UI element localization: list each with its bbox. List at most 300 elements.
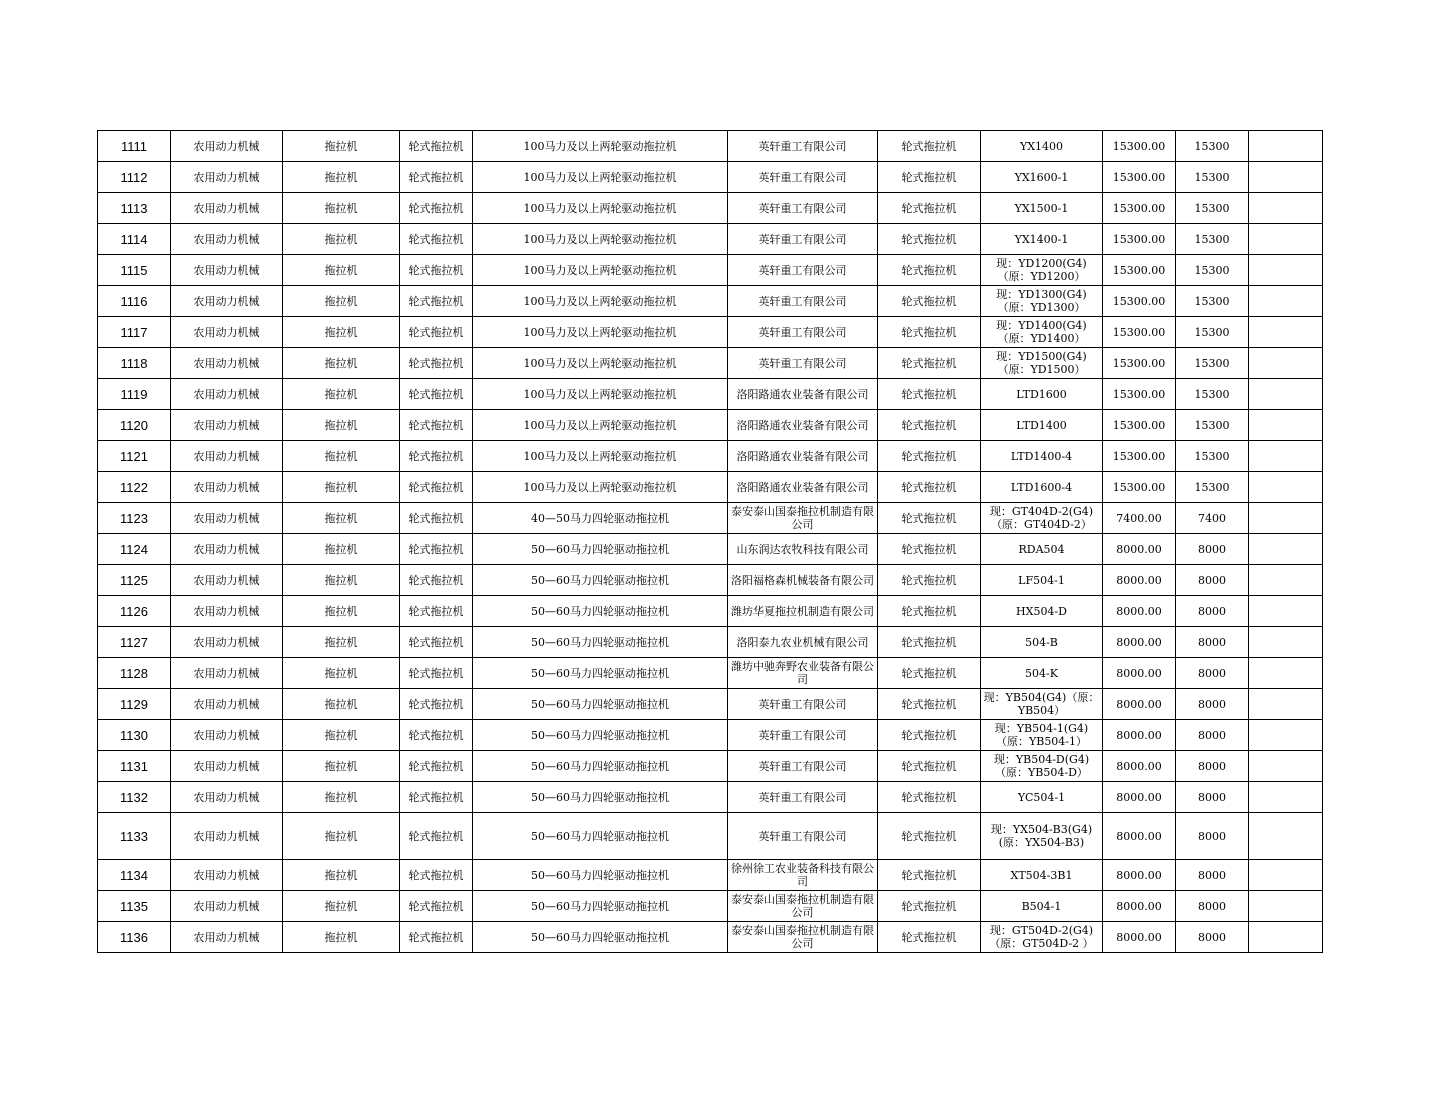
machine-subtype-cell: 轮式拖拉机 — [400, 689, 473, 720]
table-row — [98, 658, 1323, 689]
row-number: 1131 — [98, 751, 171, 782]
note-cell — [1249, 410, 1323, 441]
manufacturer-cell: 英轩重工有限公司 — [728, 348, 878, 379]
category-cell: 农用动力机械 — [171, 410, 283, 441]
grade-cell: 100马力及以上两轮驱动拖拉机 — [473, 162, 728, 193]
row-number: 1133 — [98, 813, 171, 860]
manufacturer-cell: 英轩重工有限公司 — [728, 813, 878, 860]
category-cell: 农用动力机械 — [171, 317, 283, 348]
row-number: 1134 — [98, 860, 171, 891]
subsidy-cell: 8000 — [1176, 627, 1249, 658]
price-cell: 15300.00 — [1103, 379, 1176, 410]
price-cell: 7400.00 — [1103, 503, 1176, 534]
grade-cell: 50—60马力四轮驱动拖拉机 — [473, 782, 728, 813]
subsidy-cell: 15300 — [1176, 348, 1249, 379]
model-cell: LF504-1 — [981, 565, 1103, 596]
price-cell: 8000.00 — [1103, 658, 1176, 689]
machine-subtype-cell: 轮式拖拉机 — [400, 720, 473, 751]
note-cell — [1249, 720, 1323, 751]
model-cell: 504-B — [981, 627, 1103, 658]
manufacturer-cell: 英轩重工有限公司 — [728, 720, 878, 751]
subsidy-cell: 15300 — [1176, 224, 1249, 255]
price-cell: 15300.00 — [1103, 348, 1176, 379]
price-cell: 15300.00 — [1103, 131, 1176, 162]
machine-type-cell: 拖拉机 — [283, 720, 400, 751]
category-cell: 农用动力机械 — [171, 472, 283, 503]
price-cell: 15300.00 — [1103, 255, 1176, 286]
machine-subtype-cell: 轮式拖拉机 — [400, 317, 473, 348]
subsidy-cell: 8000 — [1176, 922, 1249, 953]
note-cell — [1249, 224, 1323, 255]
category-cell: 农用动力机械 — [171, 813, 283, 860]
product-name-cell: 轮式拖拉机 — [878, 813, 981, 860]
row-number: 1136 — [98, 922, 171, 953]
grade-cell: 100马力及以上两轮驱动拖拉机 — [473, 317, 728, 348]
category-cell: 农用动力机械 — [171, 348, 283, 379]
price-cell: 8000.00 — [1103, 860, 1176, 891]
manufacturer-cell: 英轩重工有限公司 — [728, 224, 878, 255]
model-cell: 现：YB504-D(G4)（原：YB504-D） — [981, 751, 1103, 782]
price-cell: 8000.00 — [1103, 627, 1176, 658]
note-cell — [1249, 348, 1323, 379]
price-cell: 8000.00 — [1103, 891, 1176, 922]
subsidy-cell: 8000 — [1176, 658, 1249, 689]
row-number: 1135 — [98, 891, 171, 922]
note-cell — [1249, 565, 1323, 596]
machine-subtype-cell: 轮式拖拉机 — [400, 860, 473, 891]
price-cell: 15300.00 — [1103, 472, 1176, 503]
category-cell: 农用动力机械 — [171, 131, 283, 162]
machine-subtype-cell: 轮式拖拉机 — [400, 255, 473, 286]
model-cell: B504-1 — [981, 891, 1103, 922]
manufacturer-cell: 洛阳路通农业装备有限公司 — [728, 441, 878, 472]
subsidy-cell: 15300 — [1176, 441, 1249, 472]
row-number: 1114 — [98, 224, 171, 255]
subsidy-cell: 15300 — [1176, 286, 1249, 317]
row-number: 1111 — [98, 131, 171, 162]
table-row — [98, 596, 1323, 627]
grade-cell: 100马力及以上两轮驱动拖拉机 — [473, 348, 728, 379]
manufacturer-cell: 洛阳福格森机械装备有限公司 — [728, 565, 878, 596]
subsidy-table — [97, 130, 1323, 953]
grade-cell: 100马力及以上两轮驱动拖拉机 — [473, 379, 728, 410]
note-cell — [1249, 860, 1323, 891]
product-name-cell: 轮式拖拉机 — [878, 162, 981, 193]
table-row — [98, 472, 1323, 503]
row-number: 1126 — [98, 596, 171, 627]
row-number: 1125 — [98, 565, 171, 596]
subsidy-cell: 8000 — [1176, 534, 1249, 565]
product-name-cell: 轮式拖拉机 — [878, 596, 981, 627]
product-name-cell: 轮式拖拉机 — [878, 348, 981, 379]
row-number: 1130 — [98, 720, 171, 751]
model-cell: LTD1400 — [981, 410, 1103, 441]
grade-cell: 100马力及以上两轮驱动拖拉机 — [473, 193, 728, 224]
model-cell: YX1500-1 — [981, 193, 1103, 224]
machine-subtype-cell: 轮式拖拉机 — [400, 627, 473, 658]
manufacturer-cell: 山东润达农牧科技有限公司 — [728, 534, 878, 565]
machine-type-cell: 拖拉机 — [283, 193, 400, 224]
model-cell: 现：YX504-B3(G4)(原：YX504-B3) — [981, 813, 1103, 860]
manufacturer-cell: 泰安泰山国泰拖拉机制造有限公司 — [728, 503, 878, 534]
table-row — [98, 689, 1323, 720]
category-cell: 农用动力机械 — [171, 658, 283, 689]
price-cell: 15300.00 — [1103, 410, 1176, 441]
product-name-cell: 轮式拖拉机 — [878, 534, 981, 565]
category-cell: 农用动力机械 — [171, 224, 283, 255]
manufacturer-cell: 英轩重工有限公司 — [728, 286, 878, 317]
price-cell: 15300.00 — [1103, 317, 1176, 348]
machine-subtype-cell: 轮式拖拉机 — [400, 751, 473, 782]
product-name-cell: 轮式拖拉机 — [878, 782, 981, 813]
model-cell: 现：YD1500(G4)（原：YD1500） — [981, 348, 1103, 379]
row-number: 1127 — [98, 627, 171, 658]
table-row — [98, 379, 1323, 410]
table-row — [98, 317, 1323, 348]
product-name-cell: 轮式拖拉机 — [878, 410, 981, 441]
row-number: 1132 — [98, 782, 171, 813]
table-row — [98, 193, 1323, 224]
price-cell: 15300.00 — [1103, 224, 1176, 255]
machine-subtype-cell: 轮式拖拉机 — [400, 503, 473, 534]
note-cell — [1249, 255, 1323, 286]
category-cell: 农用动力机械 — [171, 860, 283, 891]
machine-subtype-cell: 轮式拖拉机 — [400, 782, 473, 813]
machine-type-cell: 拖拉机 — [283, 860, 400, 891]
machine-subtype-cell: 轮式拖拉机 — [400, 534, 473, 565]
note-cell — [1249, 131, 1323, 162]
manufacturer-cell: 潍坊华夏拖拉机制造有限公司 — [728, 596, 878, 627]
manufacturer-cell: 潍坊中驰奔野农业装备有限公司 — [728, 658, 878, 689]
table-row — [98, 627, 1323, 658]
machine-type-cell: 拖拉机 — [283, 627, 400, 658]
row-number: 1129 — [98, 689, 171, 720]
grade-cell: 50—60马力四轮驱动拖拉机 — [473, 565, 728, 596]
model-cell: 现：GT504D-2(G4)（原：GT504D-2 ） — [981, 922, 1103, 953]
machine-subtype-cell: 轮式拖拉机 — [400, 565, 473, 596]
machine-subtype-cell: 轮式拖拉机 — [400, 441, 473, 472]
manufacturer-cell: 英轩重工有限公司 — [728, 689, 878, 720]
table-row — [98, 813, 1323, 860]
product-name-cell: 轮式拖拉机 — [878, 627, 981, 658]
machine-type-cell: 拖拉机 — [283, 348, 400, 379]
table-row — [98, 720, 1323, 751]
price-cell: 15300.00 — [1103, 162, 1176, 193]
machine-type-cell: 拖拉机 — [283, 131, 400, 162]
grade-cell: 100马力及以上两轮驱动拖拉机 — [473, 131, 728, 162]
machine-type-cell: 拖拉机 — [283, 751, 400, 782]
model-cell: 现：YD1400(G4)（原：YD1400） — [981, 317, 1103, 348]
model-cell: 现：YB504-1(G4)（原：YB504-1） — [981, 720, 1103, 751]
price-cell: 15300.00 — [1103, 193, 1176, 224]
grade-cell: 50—60马力四轮驱动拖拉机 — [473, 860, 728, 891]
machine-type-cell: 拖拉机 — [283, 813, 400, 860]
product-name-cell: 轮式拖拉机 — [878, 317, 981, 348]
category-cell: 农用动力机械 — [171, 286, 283, 317]
grade-cell: 100马力及以上两轮驱动拖拉机 — [473, 286, 728, 317]
machine-subtype-cell: 轮式拖拉机 — [400, 658, 473, 689]
note-cell — [1249, 286, 1323, 317]
table-row — [98, 162, 1323, 193]
row-number: 1115 — [98, 255, 171, 286]
note-cell — [1249, 627, 1323, 658]
note-cell — [1249, 534, 1323, 565]
subsidy-cell: 15300 — [1176, 193, 1249, 224]
grade-cell: 100马力及以上两轮驱动拖拉机 — [473, 255, 728, 286]
model-cell: LTD1400-4 — [981, 441, 1103, 472]
table-row — [98, 348, 1323, 379]
manufacturer-cell: 英轩重工有限公司 — [728, 782, 878, 813]
machine-subtype-cell: 轮式拖拉机 — [400, 286, 473, 317]
product-name-cell: 轮式拖拉机 — [878, 891, 981, 922]
subsidy-cell: 15300 — [1176, 162, 1249, 193]
note-cell — [1249, 751, 1323, 782]
model-cell: 504-K — [981, 658, 1103, 689]
model-cell: YX1600-1 — [981, 162, 1103, 193]
category-cell: 农用动力机械 — [171, 689, 283, 720]
subsidy-cell: 15300 — [1176, 379, 1249, 410]
machine-subtype-cell: 轮式拖拉机 — [400, 596, 473, 627]
note-cell — [1249, 813, 1323, 860]
category-cell: 农用动力机械 — [171, 720, 283, 751]
subsidy-cell: 15300 — [1176, 317, 1249, 348]
category-cell: 农用动力机械 — [171, 162, 283, 193]
row-number: 1116 — [98, 286, 171, 317]
grade-cell: 40—50马力四轮驱动拖拉机 — [473, 503, 728, 534]
model-cell: YX1400-1 — [981, 224, 1103, 255]
category-cell: 农用动力机械 — [171, 782, 283, 813]
table-row — [98, 224, 1323, 255]
product-name-cell: 轮式拖拉机 — [878, 379, 981, 410]
subsidy-cell: 15300 — [1176, 472, 1249, 503]
product-name-cell: 轮式拖拉机 — [878, 503, 981, 534]
manufacturer-cell: 英轩重工有限公司 — [728, 193, 878, 224]
category-cell: 农用动力机械 — [171, 534, 283, 565]
subsidy-cell: 8000 — [1176, 860, 1249, 891]
product-name-cell: 轮式拖拉机 — [878, 224, 981, 255]
model-cell: RDA504 — [981, 534, 1103, 565]
machine-type-cell: 拖拉机 — [283, 286, 400, 317]
machine-subtype-cell: 轮式拖拉机 — [400, 224, 473, 255]
row-number: 1121 — [98, 441, 171, 472]
price-cell: 15300.00 — [1103, 441, 1176, 472]
product-name-cell: 轮式拖拉机 — [878, 751, 981, 782]
grade-cell: 50—60马力四轮驱动拖拉机 — [473, 922, 728, 953]
category-cell: 农用动力机械 — [171, 441, 283, 472]
category-cell: 农用动力机械 — [171, 193, 283, 224]
price-cell: 8000.00 — [1103, 751, 1176, 782]
grade-cell: 50—60马力四轮驱动拖拉机 — [473, 891, 728, 922]
product-name-cell: 轮式拖拉机 — [878, 441, 981, 472]
table-row — [98, 565, 1323, 596]
model-cell: 现：YD1200(G4)（原：YD1200） — [981, 255, 1103, 286]
product-name-cell: 轮式拖拉机 — [878, 565, 981, 596]
row-number: 1113 — [98, 193, 171, 224]
category-cell: 农用动力机械 — [171, 565, 283, 596]
table-row — [98, 131, 1323, 162]
subsidy-cell: 15300 — [1176, 410, 1249, 441]
table-row — [98, 751, 1323, 782]
grade-cell: 100马力及以上两轮驱动拖拉机 — [473, 472, 728, 503]
price-cell: 8000.00 — [1103, 596, 1176, 627]
note-cell — [1249, 317, 1323, 348]
machine-subtype-cell: 轮式拖拉机 — [400, 131, 473, 162]
model-cell: YX1400 — [981, 131, 1103, 162]
note-cell — [1249, 922, 1323, 953]
product-name-cell: 轮式拖拉机 — [878, 658, 981, 689]
product-name-cell: 轮式拖拉机 — [878, 131, 981, 162]
machine-type-cell: 拖拉机 — [283, 410, 400, 441]
model-cell: LTD1600 — [981, 379, 1103, 410]
row-number: 1120 — [98, 410, 171, 441]
machine-subtype-cell: 轮式拖拉机 — [400, 348, 473, 379]
row-number: 1128 — [98, 658, 171, 689]
model-cell: YC504-1 — [981, 782, 1103, 813]
manufacturer-cell: 洛阳路通农业装备有限公司 — [728, 472, 878, 503]
note-cell — [1249, 596, 1323, 627]
grade-cell: 100马力及以上两轮驱动拖拉机 — [473, 441, 728, 472]
subsidy-cell: 15300 — [1176, 131, 1249, 162]
row-number: 1124 — [98, 534, 171, 565]
machine-type-cell: 拖拉机 — [283, 317, 400, 348]
product-name-cell: 轮式拖拉机 — [878, 689, 981, 720]
note-cell — [1249, 193, 1323, 224]
row-number: 1119 — [98, 379, 171, 410]
model-cell: 现：GT404D-2(G4)（原：GT404D-2） — [981, 503, 1103, 534]
grade-cell: 100马力及以上两轮驱动拖拉机 — [473, 410, 728, 441]
note-cell — [1249, 441, 1323, 472]
machine-subtype-cell: 轮式拖拉机 — [400, 813, 473, 860]
row-number: 1122 — [98, 472, 171, 503]
subsidy-cell: 8000 — [1176, 891, 1249, 922]
table-row — [98, 782, 1323, 813]
table-row — [98, 891, 1323, 922]
category-cell: 农用动力机械 — [171, 627, 283, 658]
subsidy-cell: 15300 — [1176, 255, 1249, 286]
grade-cell: 50—60马力四轮驱动拖拉机 — [473, 813, 728, 860]
machine-type-cell: 拖拉机 — [283, 472, 400, 503]
machine-type-cell: 拖拉机 — [283, 503, 400, 534]
price-cell: 8000.00 — [1103, 922, 1176, 953]
product-name-cell: 轮式拖拉机 — [878, 472, 981, 503]
model-cell: HX504-D — [981, 596, 1103, 627]
table-row — [98, 922, 1323, 953]
machine-type-cell: 拖拉机 — [283, 255, 400, 286]
product-name-cell: 轮式拖拉机 — [878, 922, 981, 953]
machine-type-cell: 拖拉机 — [283, 596, 400, 627]
model-cell: 现：YB504(G4)（原：YB504） — [981, 689, 1103, 720]
row-number: 1112 — [98, 162, 171, 193]
machine-type-cell: 拖拉机 — [283, 565, 400, 596]
price-cell: 8000.00 — [1103, 813, 1176, 860]
product-name-cell: 轮式拖拉机 — [878, 255, 981, 286]
manufacturer-cell: 泰安泰山国泰拖拉机制造有限公司 — [728, 891, 878, 922]
machine-subtype-cell: 轮式拖拉机 — [400, 379, 473, 410]
subsidy-cell: 8000 — [1176, 596, 1249, 627]
table-row — [98, 534, 1323, 565]
manufacturer-cell: 英轩重工有限公司 — [728, 317, 878, 348]
category-cell: 农用动力机械 — [171, 503, 283, 534]
grade-cell: 50—60马力四轮驱动拖拉机 — [473, 689, 728, 720]
category-cell: 农用动力机械 — [171, 255, 283, 286]
note-cell — [1249, 782, 1323, 813]
model-cell: XT504-3B1 — [981, 860, 1103, 891]
subsidy-cell: 8000 — [1176, 813, 1249, 860]
grade-cell: 100马力及以上两轮驱动拖拉机 — [473, 224, 728, 255]
category-cell: 农用动力机械 — [171, 379, 283, 410]
manufacturer-cell: 洛阳路通农业装备有限公司 — [728, 379, 878, 410]
note-cell — [1249, 162, 1323, 193]
price-cell: 8000.00 — [1103, 720, 1176, 751]
note-cell — [1249, 503, 1323, 534]
model-cell: 现：YD1300(G4)（原：YD1300） — [981, 286, 1103, 317]
product-name-cell: 轮式拖拉机 — [878, 860, 981, 891]
category-cell: 农用动力机械 — [171, 596, 283, 627]
product-name-cell: 轮式拖拉机 — [878, 286, 981, 317]
grade-cell: 50—60马力四轮驱动拖拉机 — [473, 627, 728, 658]
table-row — [98, 286, 1323, 317]
manufacturer-cell: 洛阳路通农业装备有限公司 — [728, 410, 878, 441]
subsidy-cell: 8000 — [1176, 782, 1249, 813]
machine-subtype-cell: 轮式拖拉机 — [400, 162, 473, 193]
price-cell: 8000.00 — [1103, 565, 1176, 596]
product-name-cell: 轮式拖拉机 — [878, 193, 981, 224]
machine-type-cell: 拖拉机 — [283, 224, 400, 255]
manufacturer-cell: 英轩重工有限公司 — [728, 131, 878, 162]
machine-subtype-cell: 轮式拖拉机 — [400, 472, 473, 503]
category-cell: 农用动力机械 — [171, 922, 283, 953]
machine-subtype-cell: 轮式拖拉机 — [400, 891, 473, 922]
subsidy-cell: 8000 — [1176, 720, 1249, 751]
subsidy-cell: 8000 — [1176, 565, 1249, 596]
machine-type-cell: 拖拉机 — [283, 379, 400, 410]
machine-type-cell: 拖拉机 — [283, 534, 400, 565]
manufacturer-cell: 英轩重工有限公司 — [728, 255, 878, 286]
manufacturer-cell: 洛阳泰九农业机械有限公司 — [728, 627, 878, 658]
table-row — [98, 860, 1323, 891]
table-row — [98, 441, 1323, 472]
note-cell — [1249, 689, 1323, 720]
product-name-cell: 轮式拖拉机 — [878, 720, 981, 751]
row-number: 1118 — [98, 348, 171, 379]
machine-type-cell: 拖拉机 — [283, 441, 400, 472]
table-row — [98, 255, 1323, 286]
price-cell: 8000.00 — [1103, 534, 1176, 565]
category-cell: 农用动力机械 — [171, 891, 283, 922]
grade-cell: 50—60马力四轮驱动拖拉机 — [473, 534, 728, 565]
machine-subtype-cell: 轮式拖拉机 — [400, 410, 473, 441]
note-cell — [1249, 658, 1323, 689]
subsidy-cell: 8000 — [1176, 751, 1249, 782]
manufacturer-cell: 徐州徐工农业装备科技有限公司 — [728, 860, 878, 891]
table-row — [98, 503, 1323, 534]
table-row — [98, 410, 1323, 441]
grade-cell: 50—60马力四轮驱动拖拉机 — [473, 596, 728, 627]
note-cell — [1249, 891, 1323, 922]
machine-type-cell: 拖拉机 — [283, 689, 400, 720]
machine-subtype-cell: 轮式拖拉机 — [400, 922, 473, 953]
model-cell: LTD1600-4 — [981, 472, 1103, 503]
manufacturer-cell: 泰安泰山国泰拖拉机制造有限公司 — [728, 922, 878, 953]
note-cell — [1249, 472, 1323, 503]
grade-cell: 50—60马力四轮驱动拖拉机 — [473, 720, 728, 751]
machine-type-cell: 拖拉机 — [283, 658, 400, 689]
grade-cell: 50—60马力四轮驱动拖拉机 — [473, 751, 728, 782]
category-cell: 农用动力机械 — [171, 751, 283, 782]
row-number: 1123 — [98, 503, 171, 534]
price-cell: 8000.00 — [1103, 782, 1176, 813]
note-cell — [1249, 379, 1323, 410]
